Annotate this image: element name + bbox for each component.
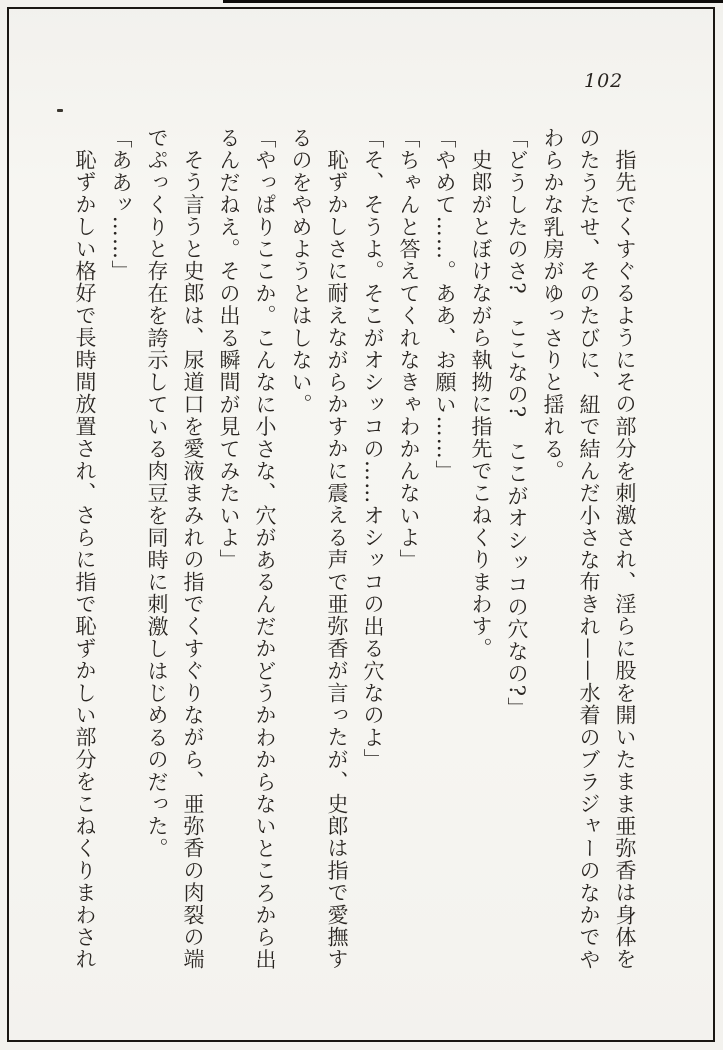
text-line: 恥ずかしさに耐えながらかすかに震える声で亜弥香が言ったが、史郎は指で愛撫す [325,149,349,971]
text-block [67,127,643,972]
text-line: るのをやめようとはしない。 [289,127,313,416]
text-line: 史郎がとぼけながら執拗に指先でこねくりまわす。 [469,149,493,660]
text-line: 「ああッ……」 [109,127,133,283]
text-line: 恥ずかしい格好で長時間放置され、さらに指で恥ずかしい部分をこねくりまわされ [73,149,97,971]
text-line: 「やっぱりここか。こんなに小さな、穴があるんだかどうかわからないところから出 [253,127,277,971]
text-line: わらかな乳房がゆっさりと揺れる。 [541,127,565,483]
page-number: 102 [584,70,624,92]
text-line: 「そ、そうよ。そこがオシッコの……オシッコの出る穴なのよ」 [361,127,385,771]
text-line: 「ちゃんと答えてくれなきゃわかんないよ」 [397,127,421,571]
text-line: のたうたせ、そのたびに、紐で結んだ小さな布きれ——水着のブラジャーのなかでや [577,127,601,971]
text-line: 「やめて……。ああ、お願い……」 [433,127,457,483]
scan-artifact-bar [223,0,723,3]
text-line: 「どうしたのさ? ここなの? ここがオシッコの穴なの?」 [505,127,529,720]
text-line: 指先でくすぐるようにその部分を刺激され、淫らに股を開いたまま亜弥香は身体を [613,149,637,971]
text-line: でぷっくりと存在を誇示している肉豆を同時に刺激しはじめるのだった。 [145,127,169,860]
text-line: そう言うと史郎は、尿道口を愛液まみれの指でくすぐりながら、亜弥香の肉裂の端 [181,149,205,971]
text-line: るんだねえ。その出る瞬間が見てみたいよ」 [217,127,241,571]
scan-ink-speck [57,109,63,112]
